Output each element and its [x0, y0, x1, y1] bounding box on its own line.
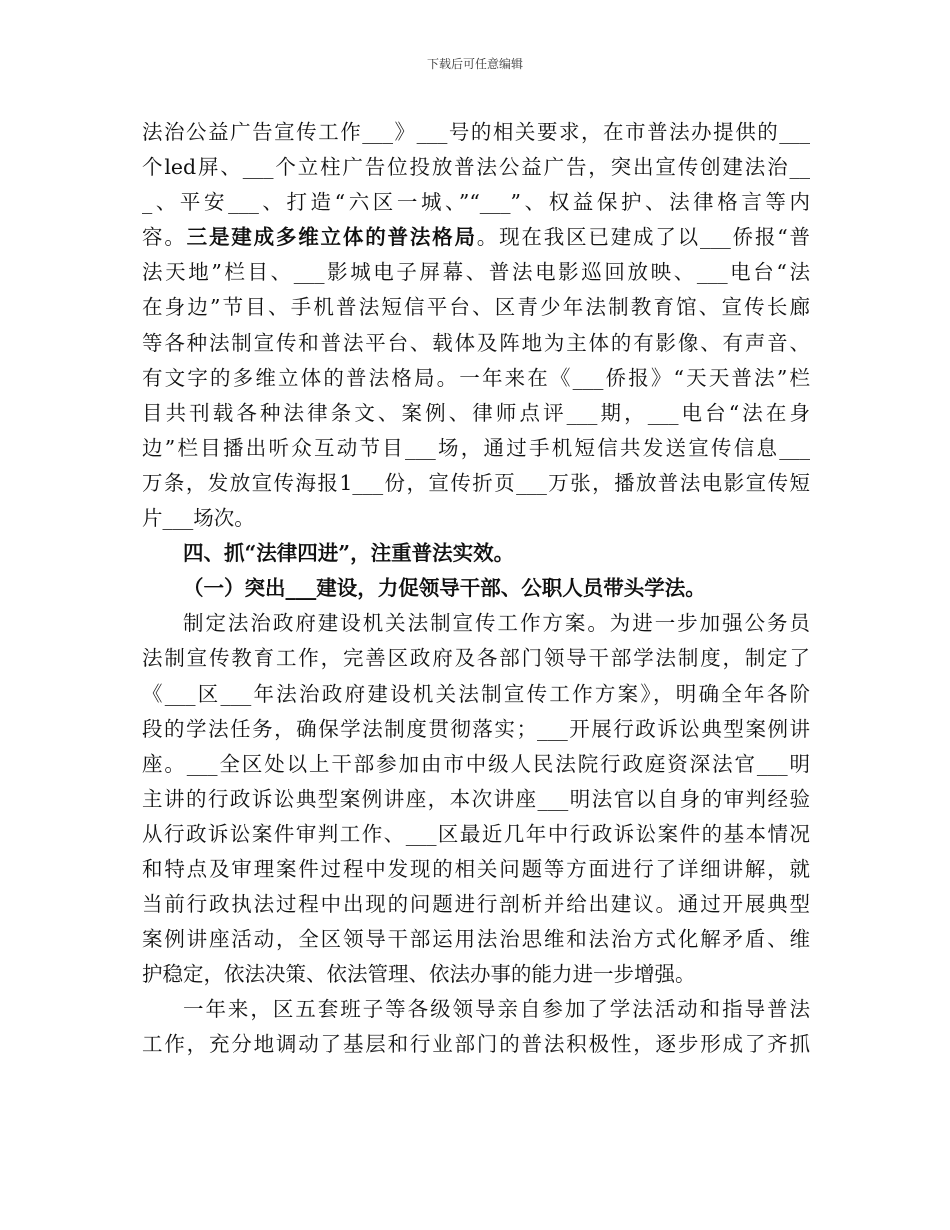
text-line: 边”栏目播出听众互动节目___场，通过手机短信共发送宣传信息___ — [142, 435, 810, 460]
text-line: 段的学法任务，确保学法制度贯彻落实；___开展行政诉讼典型案例讲 — [142, 716, 810, 741]
bold-heading-inline: 三是建成多维立体的普法格局 — [186, 225, 477, 250]
text-line: 有文字的多维立体的普法格局。一年来在《___侨报》“天天普法”栏 — [142, 365, 810, 390]
text-line: 一年来，区五套班子等各级领导亲自参加了学法活动和指导普法 — [183, 997, 810, 1022]
text-line: 案例讲座活动，全区领导干部运用法治思维和法治方式化解矛盾、维 — [142, 927, 810, 952]
page-header-note: 下载后可任意编辑 — [426, 57, 523, 71]
text-line: 目共刊载各种法律条文、案例、律师点评___期，___电台“法在身 — [142, 400, 810, 425]
text-line: 片___场次。 — [142, 506, 255, 531]
text-line: 法天地”栏目、___影城电子屏幕、普法电影巡回放映、___电台“法 — [142, 260, 810, 285]
text-line: 主讲的行政诉讼典型案例讲座，本次讲座___明法官以自身的审判经验 — [142, 786, 810, 811]
text-line: 在身边”节目、手机普法短信平台、区青少年法制教育馆、宣传长廊 — [142, 295, 810, 320]
text-line: 法治公益广告宣传工作___》___号的相关要求，在市普法办提供的___ — [142, 120, 810, 144]
text-line — [142, 220, 810, 255]
text-line: 法制宣传教育工作，完善区政府及各部门领导干部学法制度，制定了 — [142, 646, 810, 671]
text-line: 当前行政执法过程中出现的问题进行剖析并给出建议。通过开展典型 — [142, 892, 810, 917]
text-line: 从行政诉讼案件审判工作、___区最近几年中行政诉讼案件的基本情况 — [142, 821, 810, 846]
text-line: _、平安___、打造“六区一城、”“___”、权益保护、法律格言等内 — [142, 190, 810, 215]
text-line: 和特点及审理案件过程中发现的相关问题等方面进行了详细讲解，就 — [142, 856, 810, 881]
text-line: 护稳定，依法决策、依法管理、依法办事的能力进一步增强。 — [142, 962, 696, 987]
text-line: 《___区___年法治政府建设机关法制宣传工作方案》，明确全年各阶 — [142, 681, 810, 706]
text-line: 工作，充分地调动了基层和行业部门的普法积极性，逐步形成了齐抓 — [142, 1032, 810, 1057]
text-line: 座。___全区处以上干部参加由市中级人民法院行政庭资深法官___明 — [142, 751, 810, 776]
text-line: 制定法治政府建设机关法制宣传工作方案。为进一步加强公务员 — [183, 611, 810, 636]
text-line: 等各种法制宣传和普法平台、载体及阵地为主体的有影像、有声音、 — [142, 330, 810, 355]
text-run: 。现在我区已建成了以___侨报“普 — [476, 225, 810, 250]
document-body — [142, 115, 810, 1063]
text-line: 个led屏、___个立柱广告位投放普法公益广告，突出宣传创建法治__ — [142, 155, 810, 180]
subsection-heading: （一）突出___建设，力促领导干部、公职人员带头学法。 — [183, 576, 706, 601]
text-run: 容。 — [142, 225, 187, 250]
section-heading: 四、抓“法律四进”，注重普法实效。 — [183, 541, 515, 566]
text-line: 万条，发放宣传海报1___份，宣传折页___万张，播放普法电影宣传短 — [142, 470, 810, 495]
